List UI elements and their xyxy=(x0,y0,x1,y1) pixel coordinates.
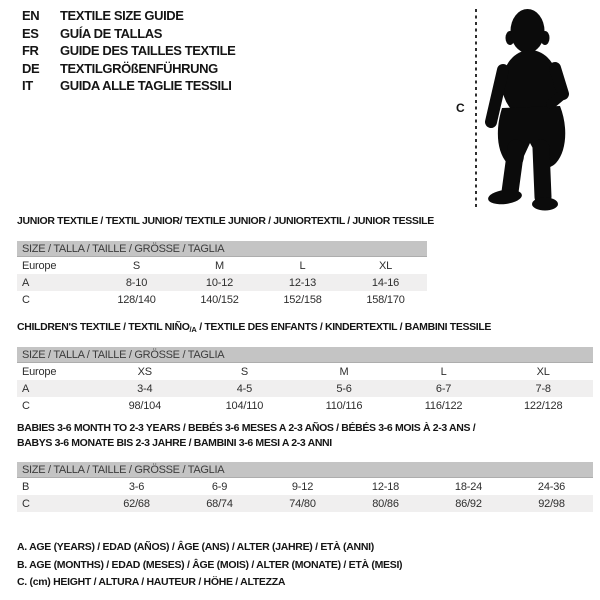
table-cell: 80/86 xyxy=(372,497,399,510)
table-cell: 122/128 xyxy=(524,399,563,412)
table-row xyxy=(17,495,593,512)
lang-code: DE xyxy=(22,60,40,76)
babies-section-title xyxy=(17,421,475,450)
babies-size-table xyxy=(17,462,593,512)
row-label: C xyxy=(22,399,30,412)
title-line: BABYS 3-6 MONATE BIS 2-3 JAHRE / BAMBINI 3-6 MESI A 2-3 ANNI xyxy=(17,436,332,449)
title-subscript: /A xyxy=(189,325,197,334)
title-part: CHILDREN'S TEXTILE / TEXTIL NIÑO xyxy=(17,321,190,333)
junior-section-title: JUNIOR TEXTILE / TEXTIL JUNIOR/ TEXTILE JUNIOR / JUNIORTEXTIL / JUNIOR TESSILE xyxy=(17,215,434,227)
children-section-title xyxy=(17,320,491,338)
measurement-legend xyxy=(17,539,402,592)
lang-title: GUÍA DE TALLAS xyxy=(60,25,163,41)
table-cell: L xyxy=(299,259,306,272)
size-header-bar: SIZE / TALLA / TAILLE / GRÖSSE / TAGLIA xyxy=(17,241,427,257)
table-row xyxy=(17,478,593,495)
table-row xyxy=(17,380,593,397)
height-dotted-line xyxy=(475,9,477,207)
size-header-bar: SIZE / TALLA / TAILLE / GRÖSSE / TAGLIA xyxy=(17,462,593,478)
lang-title: TEXTILE SIZE GUIDE xyxy=(60,8,184,24)
table-cell: 86/92 xyxy=(455,497,482,510)
lang-code: ES xyxy=(22,25,39,41)
junior-size-table xyxy=(17,241,427,308)
table-cell: 18-24 xyxy=(454,480,483,493)
table-cell: 10-12 xyxy=(205,276,234,289)
table-cell: 3-6 xyxy=(128,480,145,493)
height-label-c: C xyxy=(456,101,465,115)
table-cell: M xyxy=(215,259,224,272)
table-cell: 128/140 xyxy=(117,293,156,306)
table-cell: 110/116 xyxy=(325,399,363,412)
table-cell: 140/152 xyxy=(200,293,239,306)
row-label: C xyxy=(22,293,30,306)
table-cell: 6-7 xyxy=(435,382,452,395)
table-cell: 5-6 xyxy=(336,382,352,395)
legend-line-b: B. AGE (MONTHS) / EDAD (MESES) / ÂGE (MOIS) / ALTER (MONATE) / ETÀ (MESI) xyxy=(17,558,403,571)
language-title-block xyxy=(22,7,235,95)
row-label: C xyxy=(22,497,30,510)
table-cell: 152/158 xyxy=(283,293,322,306)
baby-silhouette-image xyxy=(480,0,600,215)
table-cell: XS xyxy=(137,365,152,378)
lang-code: IT xyxy=(22,78,33,94)
lang-row-de xyxy=(22,60,235,78)
table-cell: XL xyxy=(378,259,393,272)
table-cell: 74/80 xyxy=(289,497,316,510)
table-cell: XL xyxy=(536,365,550,378)
table-cell: 92/98 xyxy=(538,497,565,510)
table-row xyxy=(17,363,593,380)
row-label: A xyxy=(22,382,30,395)
table-cell: S xyxy=(240,365,248,378)
table-cell: 3-4 xyxy=(137,382,153,395)
legend-line-c: C. (cm) HEIGHT / ALTURA / HAUTEUR / HÖHE / ALTEZZA xyxy=(17,576,286,588)
table-cell: 12-18 xyxy=(371,480,400,493)
row-label: Europe xyxy=(22,259,57,272)
lang-row-fr xyxy=(22,42,235,60)
legend-line-a: A. AGE (YEARS) / EDAD (AÑOS) / ÂGE (ANS) / ALTER (JAHRE) / ETÀ (ANNI) xyxy=(17,541,374,553)
children-size-table xyxy=(17,347,593,414)
table-cell: 98/104 xyxy=(128,399,162,412)
table-cell: 158/170 xyxy=(366,293,405,306)
table-cell: 68/74 xyxy=(206,497,233,510)
table-cell: 12-13 xyxy=(288,276,317,289)
lang-code: FR xyxy=(22,43,39,59)
title-line: BABIES 3-6 MONTH TO 2-3 YEARS / BEBÉS 3-6 MESES A 2-3 AÑOS / BÉBÉS 3-6 MOIS À 2-3 ANS / xyxy=(17,422,476,434)
table-row xyxy=(17,274,427,291)
table-cell: 24-36 xyxy=(537,480,566,493)
table-cell: S xyxy=(132,259,141,272)
lang-title: GUIDA ALLE TAGLIE TESSILI xyxy=(60,78,232,94)
lang-row-en xyxy=(22,7,235,25)
lang-code: EN xyxy=(22,8,40,24)
row-label: A xyxy=(22,276,30,289)
table-cell: 62/68 xyxy=(123,497,150,510)
table-cell: M xyxy=(339,365,349,378)
row-label: B xyxy=(22,480,30,493)
size-header-bar: SIZE / TALLA / TAILLE / GRÖSSE / TAGLIA xyxy=(17,347,593,363)
lang-title: TEXTILGRÖßENFÜHRUNG xyxy=(60,60,218,76)
table-cell: 8-10 xyxy=(125,276,148,289)
table-cell: 6-9 xyxy=(211,480,228,493)
table-row xyxy=(17,397,593,414)
table-cell: 116/122 xyxy=(424,399,463,412)
table-cell: 9-12 xyxy=(291,480,314,493)
table-cell: 4-5 xyxy=(236,382,253,395)
lang-row-es xyxy=(22,25,235,43)
lang-title: GUIDE DES TAILLES TEXTILE xyxy=(60,43,236,59)
table-cell: 7-8 xyxy=(535,382,551,395)
table-cell: 14-16 xyxy=(371,276,400,289)
table-cell: 104/110 xyxy=(225,399,264,412)
table-cell: L xyxy=(440,365,447,378)
table-row xyxy=(17,257,427,274)
row-label: Europe xyxy=(22,365,57,378)
lang-row-it xyxy=(22,77,235,95)
table-row xyxy=(17,291,427,308)
title-part: / TEXTILE DES ENFANTS / KINDERTEXTIL / BAMBINI TESSILE xyxy=(196,321,492,333)
